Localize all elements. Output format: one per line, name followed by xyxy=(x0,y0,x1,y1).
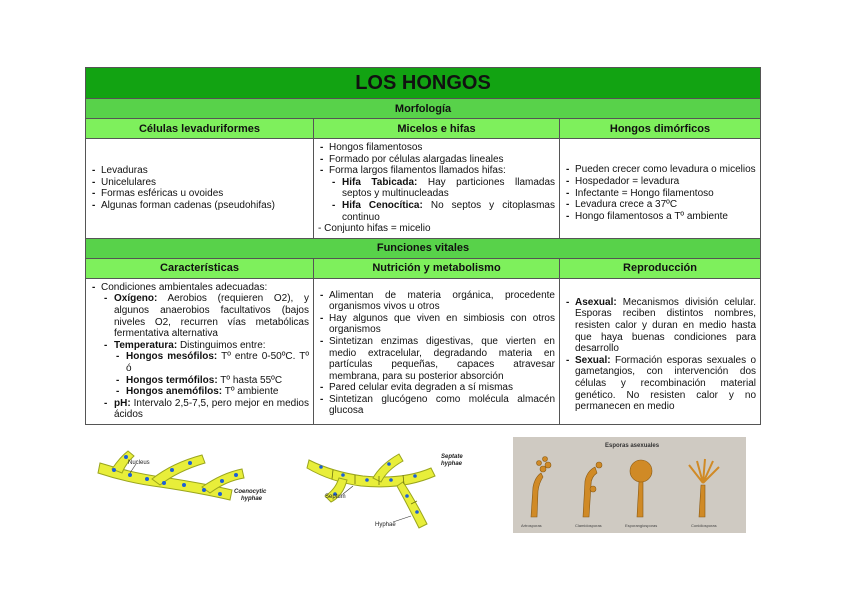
list-item: - Levadura crece a 37ºC xyxy=(564,199,756,211)
hyphae-label: Hyphae xyxy=(375,522,396,528)
list-item: - Pueden crecer como levadura o micelios xyxy=(564,164,756,176)
list-item: - Hongos anemófilos: Tº ambiente xyxy=(90,386,309,398)
cell-micelos xyxy=(314,139,560,239)
coenocytic-caption-2: hyphae xyxy=(241,496,263,502)
list-item: - Sintetizan glucógeno como molécula almacén glucosa xyxy=(318,394,555,417)
septate-caption-2: hyphae xyxy=(441,461,463,467)
section-morfologia: Morfología xyxy=(86,99,761,119)
section-funciones: Funciones vitales xyxy=(86,238,761,258)
cell-caracteristicas xyxy=(86,278,314,424)
list-item: - Temperatura: Distinguimos entre: xyxy=(90,340,309,352)
header-reproduccion: Reproducción xyxy=(560,258,761,278)
list-item: - Infectante = Hongo filamentoso xyxy=(564,188,756,200)
list-item: - Asexual: Mecanismos división celular. Esporas reciben distintos nombres, resisten calor y duran en medio hasta que haya buenas condiciones para desarrollo xyxy=(564,297,756,355)
page-title: LOS HONGOS xyxy=(86,68,761,99)
asexual-spores-figure xyxy=(513,437,746,533)
list-item: - Condiciones ambientales adecuadas: xyxy=(90,282,309,294)
list-item: - Pared celular evita degraden a sí mismas xyxy=(318,382,555,394)
cell-reproduccion xyxy=(560,278,761,424)
header-nutricion: Nutrición y metabolismo xyxy=(314,258,560,278)
coenocytic-caption-1: Coenocytic xyxy=(234,489,267,495)
list-item: - Formas esféricas u ovoides xyxy=(90,188,309,200)
list-item: - Forma largos filamentos llamados hifas: xyxy=(318,165,555,177)
list-item: - Hay algunos que viven en simbiosis con otros organismos xyxy=(318,313,555,336)
spores-title: Esporas asexuales xyxy=(605,443,660,449)
list-item: - Hongo filamentosos a Tº ambiente xyxy=(564,211,756,223)
fungi-summary-sheet xyxy=(85,67,760,425)
cell-levaduriformes xyxy=(86,139,314,239)
list-item: - Oxígeno: Aerobios (requieren O2), y algunos anaerobios facultativos (bajos niveles O2, recurren vías metabólicas fermentativa alternativa xyxy=(90,293,309,339)
septate-hyphae-illustration xyxy=(303,446,473,534)
spore-label-conidio: Conidiosporas xyxy=(691,523,717,528)
list-item: - Hongos termófilos: Tº hasta 55ºC xyxy=(90,375,309,387)
list-item: - Hongos mesófilos: Tº entre 0-50ºC. Tº ó xyxy=(90,351,309,374)
list-item: - Unicelulares xyxy=(90,177,309,189)
list-item: - Sexual: Formación esporas sexuales o gametangios, con intervención dos células y recombinación material genético. No resisten calor y no permanecen en medio xyxy=(564,355,756,413)
list-item: - pH: Intervalo 2,5-7,5, pero mejor en medios ácidos xyxy=(90,398,309,421)
header-caracteristicas: Características xyxy=(86,258,314,278)
list-item: - Hongos filamentosos xyxy=(318,142,555,154)
list-item: - Formado por células alargadas lineales xyxy=(318,154,555,166)
list-item: - Sintetizan enzimas digestivas, que vierten en medio extracelular, degradando materia en partículas pequeñas, capaces atravesar membrana, para su posterior absorción xyxy=(318,336,555,382)
cell-nutricion xyxy=(314,278,560,424)
list-item: - Alimentan de materia orgánica, procedente organismos vivos u otros xyxy=(318,290,555,313)
list-item: - Levaduras xyxy=(90,165,309,177)
cell-dimorficos xyxy=(560,139,761,239)
spore-label-artro: Artrosporas xyxy=(521,523,542,528)
list-item: - Hifa Tabicada: Hay particiones llamadas septos y multinucleadas xyxy=(318,177,555,200)
header-micelos: Micelos e hifas xyxy=(314,119,560,139)
spore-label-clamido: Clamidosporas xyxy=(575,523,602,528)
coenocytic-hyphae-illustration xyxy=(92,443,292,518)
header-dimorficos: Hongos dimórficos xyxy=(560,119,761,139)
list-item: - Hospedador = levadura xyxy=(564,176,756,188)
spore-label-esporangio: Esporangiosporas xyxy=(625,523,658,528)
list-item: - Algunas forman cadenas (pseudohifas) xyxy=(90,200,309,212)
list-item: - Hifa Cenocítica: No septos y citoplasmas continuo xyxy=(318,200,555,223)
spores-drawing xyxy=(513,437,746,533)
summary-table xyxy=(85,67,761,425)
septum-label: Septum xyxy=(325,494,346,500)
header-levaduriformes: Células levaduriformes xyxy=(86,119,314,139)
list-item: - Conjunto hifas = micelio xyxy=(318,223,431,235)
septate-caption-1: Septate xyxy=(441,454,463,460)
nucleus-label: Nucleus xyxy=(128,460,150,466)
